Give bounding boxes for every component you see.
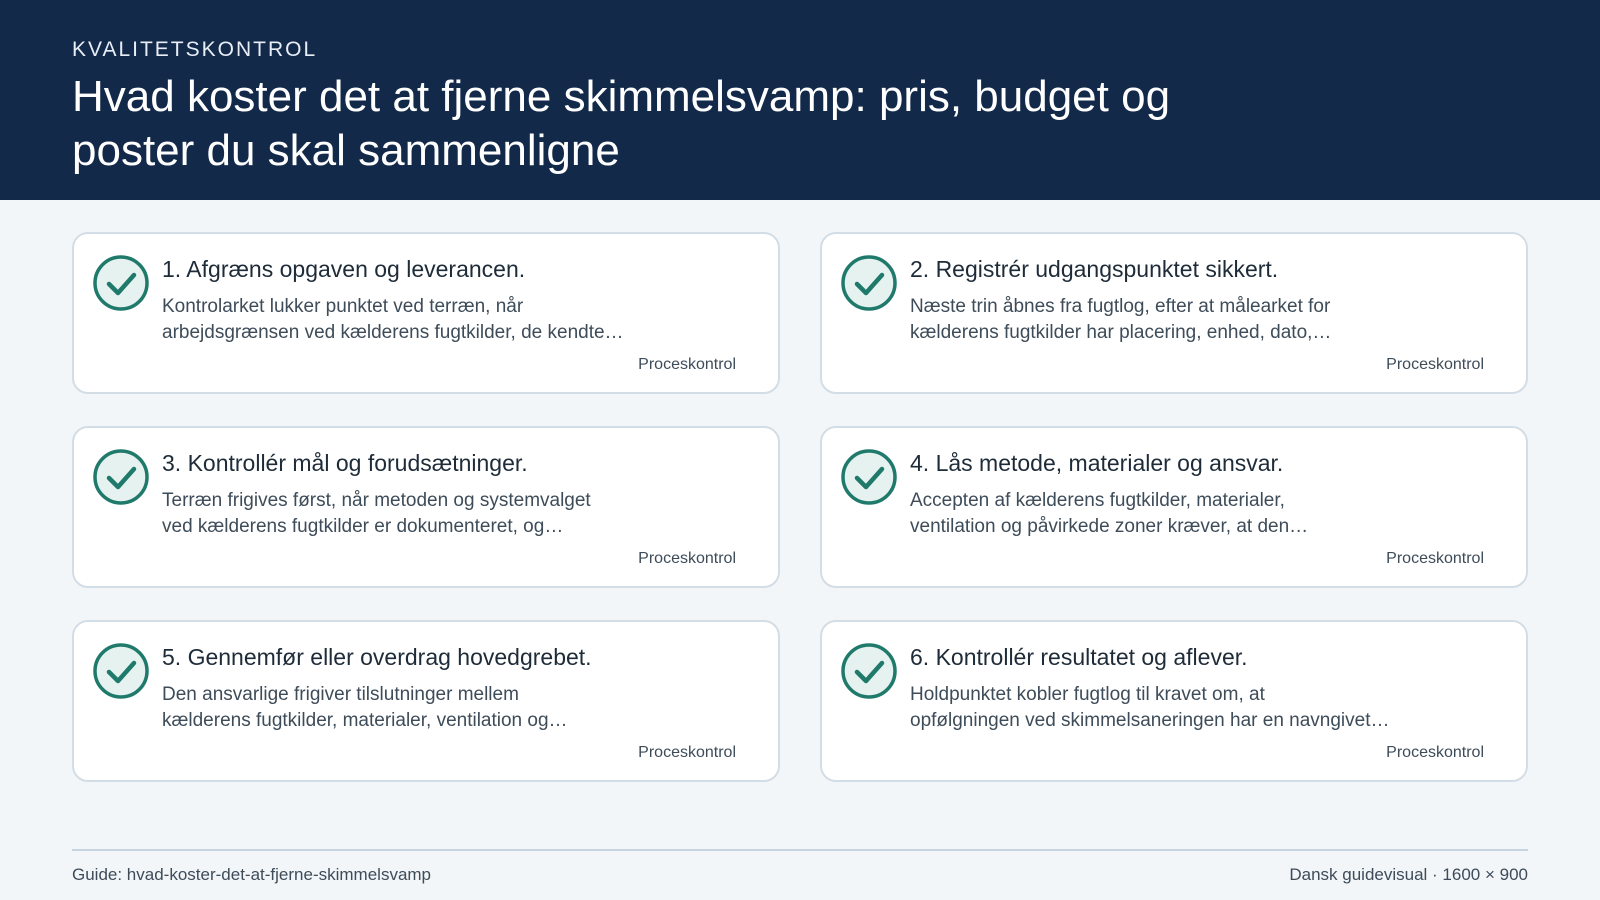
card-description [162, 682, 722, 734]
card-description-line: Terræn frigives først, når metoden og systemvalget [162, 490, 591, 511]
card-description-line: opfølgningen ved skimmelsaneringen har en navngivet… [910, 710, 1390, 731]
card-description-line: Den ansvarlige frigiver tilslutninger mellem [162, 684, 519, 705]
check-circle-icon [840, 642, 898, 700]
card-description-line: Holdpunktet kobler fugtlog til kravet om, at [910, 684, 1265, 705]
card-description-line: arbejdsgrænsen ved kælderens fugtkilder, de kendte… [162, 322, 624, 343]
card-description [162, 294, 722, 346]
card-description-line: kælderens fugtkilder, materialer, ventilation og… [162, 710, 568, 731]
eyebrow-label: KVALITETSKONTROL [72, 38, 318, 61]
checklist-card-6 [820, 620, 1528, 782]
card-title: 3. Kontrollér mål og forudsætninger. [162, 450, 528, 476]
card-tag: Proceskontrol [1386, 356, 1484, 373]
check-circle-icon [92, 448, 150, 506]
card-title: 2. Registrér udgangspunktet sikkert. [910, 256, 1279, 282]
header-banner [0, 0, 1600, 200]
footer-meta: Dansk guidevisual · 1600 × 900 [1289, 865, 1528, 884]
check-circle-icon [92, 642, 150, 700]
checklist-card-2 [820, 232, 1528, 394]
card-tag: Proceskontrol [638, 356, 736, 373]
card-description-line: Kontrolarket lukker punktet ved terræn, når [162, 296, 524, 317]
card-description [910, 488, 1470, 540]
card-description-line: kælderens fugtkilder har placering, enhed, dato,… [910, 322, 1332, 343]
footer-divider [72, 849, 1528, 851]
checklist-card-3 [72, 426, 780, 588]
card-tag: Proceskontrol [638, 744, 736, 761]
card-description-line: Næste trin åbnes fra fugtlog, efter at målearket for [910, 296, 1331, 317]
checklist-card-1 [72, 232, 780, 394]
card-description [910, 294, 1470, 346]
card-tag: Proceskontrol [1386, 744, 1484, 761]
card-tag: Proceskontrol [1386, 550, 1484, 567]
card-title: 1. Afgræns opgaven og leverancen. [162, 256, 526, 282]
card-description-line: Accepten af kælderens fugtkilder, materialer, [910, 490, 1285, 511]
card-title: 6. Kontrollér resultatet og aflever. [910, 644, 1248, 670]
card-description-line: ventilation og påvirkede zoner kræver, at den… [910, 516, 1309, 537]
page-title: Hvad koster det at fjerne skimmelsvamp: pris, budget og poster du skal sammenligne [72, 72, 1171, 175]
card-title: 4. Lås metode, materialer og ansvar. [910, 450, 1284, 476]
checklist-card-4 [820, 426, 1528, 588]
footer-guide-slug: Guide: hvad-koster-det-at-fjerne-skimmelsvamp [72, 865, 432, 884]
card-tag: Proceskontrol [638, 550, 736, 567]
card-description [162, 488, 722, 540]
card-title: 5. Gennemfør eller overdrag hovedgrebet. [162, 644, 592, 670]
check-circle-icon [840, 254, 898, 312]
card-description [910, 682, 1470, 734]
check-circle-icon [840, 448, 898, 506]
card-description-line: ved kælderens fugtkilder er dokumenteret, og… [162, 516, 564, 537]
check-circle-icon [92, 254, 150, 312]
checklist-card-5 [72, 620, 780, 782]
